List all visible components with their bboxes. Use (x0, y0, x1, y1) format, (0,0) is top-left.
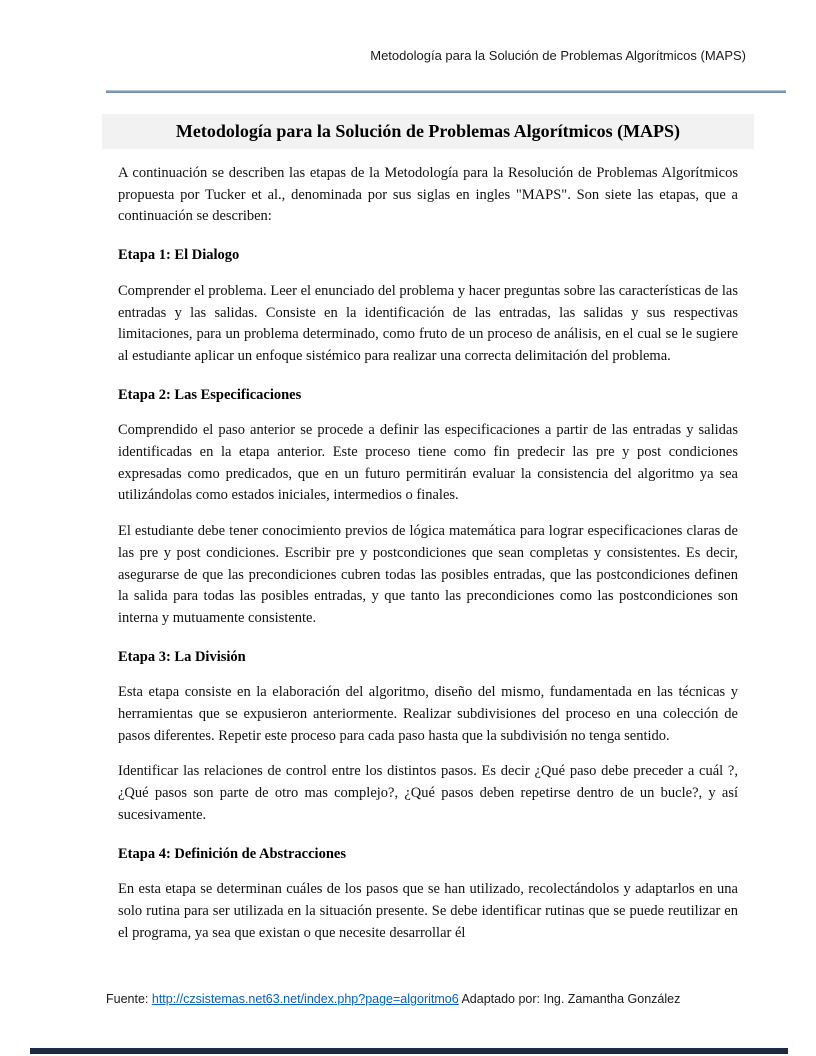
paragraph: Comprender el problema. Leer el enunciado del problema y hacer preguntas sobre las características de las entradas y las salidas. Consiste en la identificación de las entradas, las salidas y sus respectivas limitaciones, para un problema determinado, como fruto de un proceso de análisis, en el cual se le sugiere al estudiante aplicar un enfoque sistémico para realizar una correcta delimitación del problema. (118, 282, 738, 364)
intro-paragraph: A continuación se describen las etapas de la Metodología para la Resolución de Problemas Algorítmicos propuesta por Tucker et al., denominada por sus siglas en ingles "MAPS". Son siete las etapas, que a continuación se describen: (118, 165, 738, 225)
footer-source-link[interactable]: http://czsistemas.net63.net/index.php?page=algoritmo6 (151, 992, 459, 1006)
running-header: Metodología para la Solución de Problemas Algorítmicos (MAPS) (370, 48, 746, 63)
paragraph: Esta etapa consiste en la elaboración del algoritmo, diseño del mismo, fundamentada en las técnicas y herramientas que se expusieron anteriormente. Realizar subdivisiones del proceso en una colección de pasos diferentes. Repetir este proceso para cada paso hasta que la subdivisión no tenga sentido. (118, 684, 738, 744)
footer-source-label: Fuente: (106, 992, 149, 1006)
paragraph: El estudiante debe tener conocimiento previos de lógica matemática para lograr especificaciones claras de las pre y post condiciones. Escribir pre y postcondiciones que sean completas y consistentes. Es decir, asegurarse de que las precondiciones cubren todas las posibles entradas, que las postcondiciones definen la salida para todas las posibles entradas, y que tanto las precondiciones como las postcondiciones son interna y mutuamente consistente. (118, 523, 738, 626)
paragraph: Identificar las relaciones de control entre los distintos pasos. Es decir ¿Qué paso debe preceder a cuál ?, ¿Qué pasos son parte de otro mas complejo?, ¿Qué pasos deben repetirse dentro de un bucle?, y así sucesivamente. (118, 763, 738, 823)
title-band (102, 114, 754, 149)
paragraph: Comprendido el paso anterior se procede a definir las especificaciones a partir de las entradas y salidas identificadas en la etapa anterior. Este proceso tiene como fin predecir las pre y post condiciones expresadas como predicados, que en un futuro permitirán evaluar la consistencia del algoritmo ya sea utilizándolas como estados iniciales, intermedios o finales. (118, 422, 738, 504)
footer-adapted-by: Adaptado por: Ing. Zamantha González (461, 992, 681, 1006)
section-heading-etapa-4: Etapa 4: Definición de Abstracciones (118, 845, 346, 862)
document-body (118, 112, 738, 944)
page-bottom-border (30, 1048, 788, 1054)
header-divider-rule (106, 90, 786, 93)
section-heading-etapa-1: Etapa 1: El Dialogo (118, 247, 240, 264)
paragraph: En esta etapa se determinan cuáles de los pasos que se han utilizado, recolectándolos y adaptarlos en una solo rutina para ser utilizada en la situación presente. Se debe identificar rutinas que se puede reutilizar en el programa, ya sea que existan o que necesite desarrollar él (118, 881, 738, 941)
page-footer (106, 991, 754, 1008)
section-heading-etapa-3: Etapa 3: La División (118, 648, 246, 665)
page-title: Metodología para la Solución de Problemas Algorítmicos (MAPS) (175, 121, 681, 141)
section-heading-etapa-2: Etapa 2: Las Especificaciones (118, 386, 302, 403)
